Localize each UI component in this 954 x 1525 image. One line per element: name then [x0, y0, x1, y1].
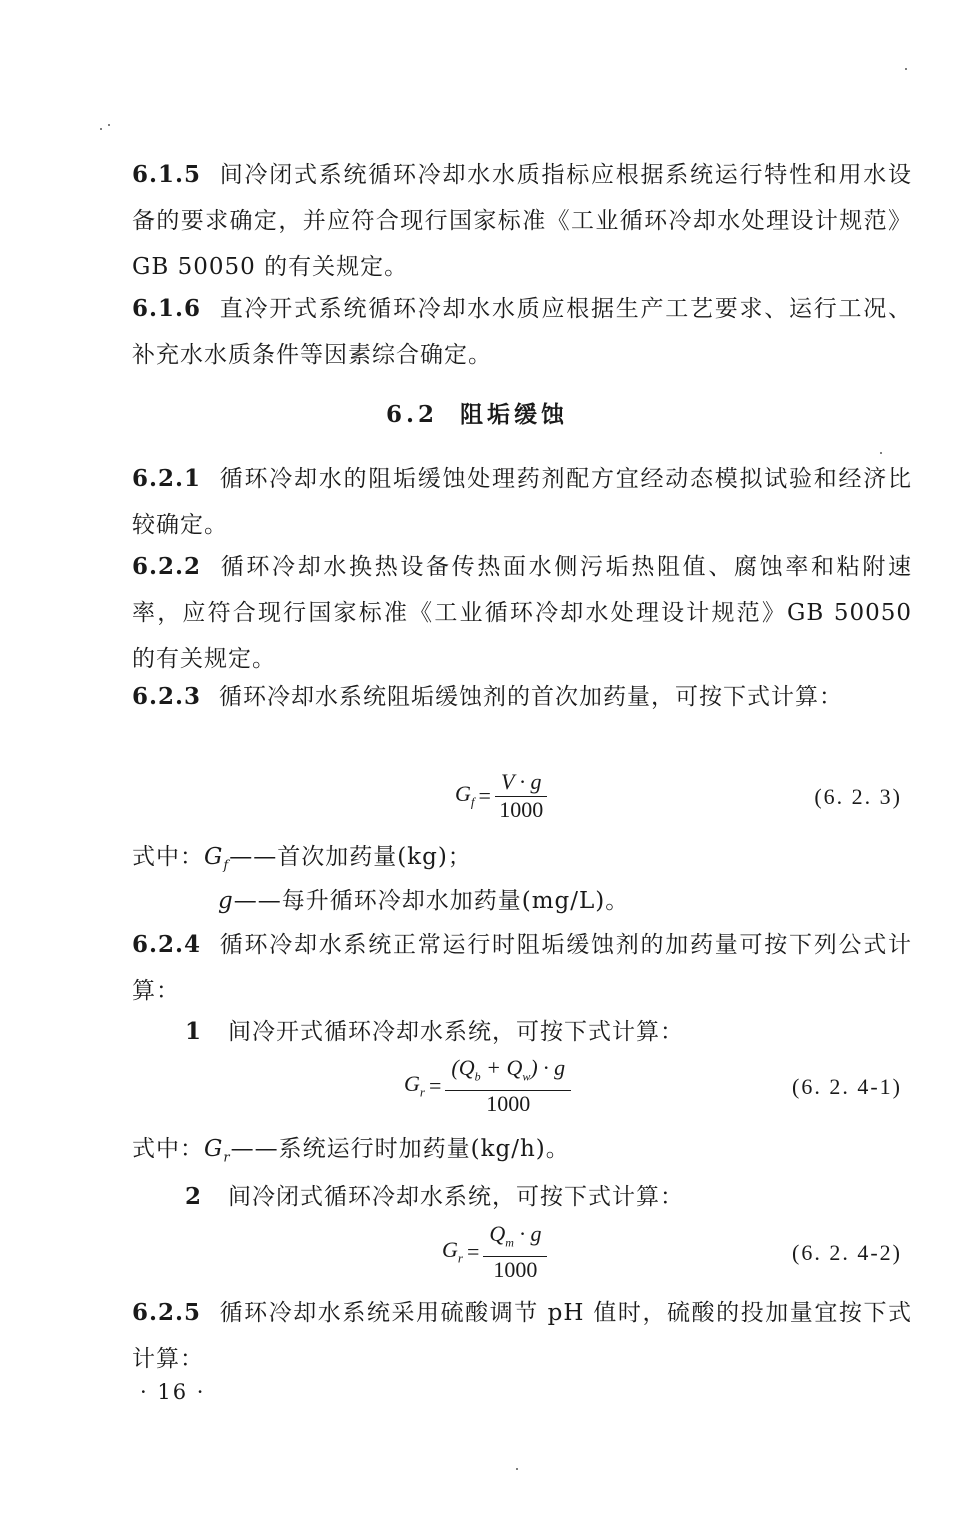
formula-6-2-3: $G_f$ = $\frac{V \cdot g}{1000}$	[455, 766, 547, 826]
clause-6-2-4	[132, 922, 912, 1014]
clause-number: 6.1.5	[132, 161, 202, 188]
section-heading	[0, 396, 954, 429]
scan-speck	[108, 124, 110, 126]
fraction	[483, 1221, 547, 1283]
list-item-2: 2 间冷闭式循环冷却水系统，可按下式计算：	[185, 1183, 685, 1210]
denominator: 1000	[486, 1091, 531, 1117]
where-line-1: 式中：$G_f——$首次加药量(kg)；	[132, 844, 472, 874]
where-line-3: 式中：$G_r——$系统运行时加药量(kg/h)。	[132, 1136, 570, 1166]
denominator: 1000	[499, 797, 544, 822]
equation-number: (6. 2. 3)	[814, 784, 902, 809]
where-line-2: g——每升循环冷却水加药量(mg/L)。	[218, 888, 630, 914]
formula-6-2-4-2: $G_r$ = $\frac{Q_m \cdot g}{1000}$	[442, 1222, 547, 1282]
clause-6-1-5	[132, 152, 912, 290]
formula-6-2-4-1: $G_r$ = $\frac{(Q_b + Q_w) \cdot g}{1000}$	[404, 1056, 571, 1116]
clause-text: 循环冷却水系统正常运行时阻垢缓蚀剂的加药量可按下列公式计算：	[132, 932, 912, 1004]
clause-6-2-2	[132, 544, 912, 682]
denominator: 1000	[493, 1257, 538, 1283]
equation-number: (6. 2. 4-1)	[792, 1074, 902, 1099]
clause-text: 循环冷却水的阻垢缓蚀处理药剂配方宜经动态模拟试验和经济比较确定。	[132, 466, 912, 538]
numerator: V · g	[495, 769, 548, 797]
clause-text: 直冷开式系统循环冷却水水质应根据生产工艺要求、运行工况、补充水水质条件等因素综合确定。	[132, 296, 912, 368]
clause-number: 6.2.5	[132, 1299, 202, 1326]
clause-number: 6.1.6	[132, 295, 202, 322]
scan-speck	[516, 1468, 518, 1470]
clause-number: 6.2.4	[132, 931, 202, 958]
scan-speck	[905, 68, 907, 70]
clause-6-1-6	[132, 286, 912, 378]
clause-text: 循环冷却水系统采用硫酸调节 pH 值时，硫酸的投加量宜按下式计算：	[132, 1300, 912, 1372]
fraction	[445, 1055, 571, 1117]
clause-number: 6.2.1	[132, 465, 202, 492]
clause-text: 循环冷却水换热设备传热面水侧污垢热阻值、腐蚀率和粘附速率，应符合现行国家标准《工业循环冷却水处理设计规范》GB 50050 的有关规定。	[132, 554, 912, 672]
clause-6-2-5	[132, 1290, 912, 1382]
scan-speck	[880, 452, 882, 454]
page-number: · 16 ·	[140, 1380, 206, 1404]
equation-number: (6. 2. 4-2)	[792, 1240, 902, 1265]
fraction	[495, 769, 548, 823]
numerator: $Q_m \cdot g$	[483, 1221, 547, 1257]
clause-text: 间冷闭式系统循环冷却水水质指标应根据系统运行特性和用水设备的要求确定，并应符合现行国家标准《工业循环冷却水处理设计规范》GB 50050 的有关规定。	[132, 162, 912, 280]
clause-6-2-3	[132, 674, 912, 720]
formula-lhs: $G_f$	[455, 781, 475, 810]
numerator: $(Q_b + Q_w) \cdot g$	[445, 1055, 571, 1091]
formula-lhs: $G_r$	[404, 1071, 425, 1100]
formula-lhs: $G_r$	[442, 1237, 463, 1266]
section-number: 6.2	[385, 401, 438, 428]
scan-speck	[100, 128, 102, 130]
clause-number: 6.2.3	[132, 683, 202, 710]
clause-text: 循环冷却水系统阻垢缓蚀剂的首次加药量，可按下式计算：	[219, 684, 844, 710]
section-title: 阻垢缓蚀	[460, 401, 568, 428]
list-item-1: 1 间冷开式循环冷却水系统，可按下式计算：	[185, 1018, 685, 1045]
clause-number: 6.2.2	[132, 553, 202, 580]
clause-6-2-1	[132, 456, 912, 548]
